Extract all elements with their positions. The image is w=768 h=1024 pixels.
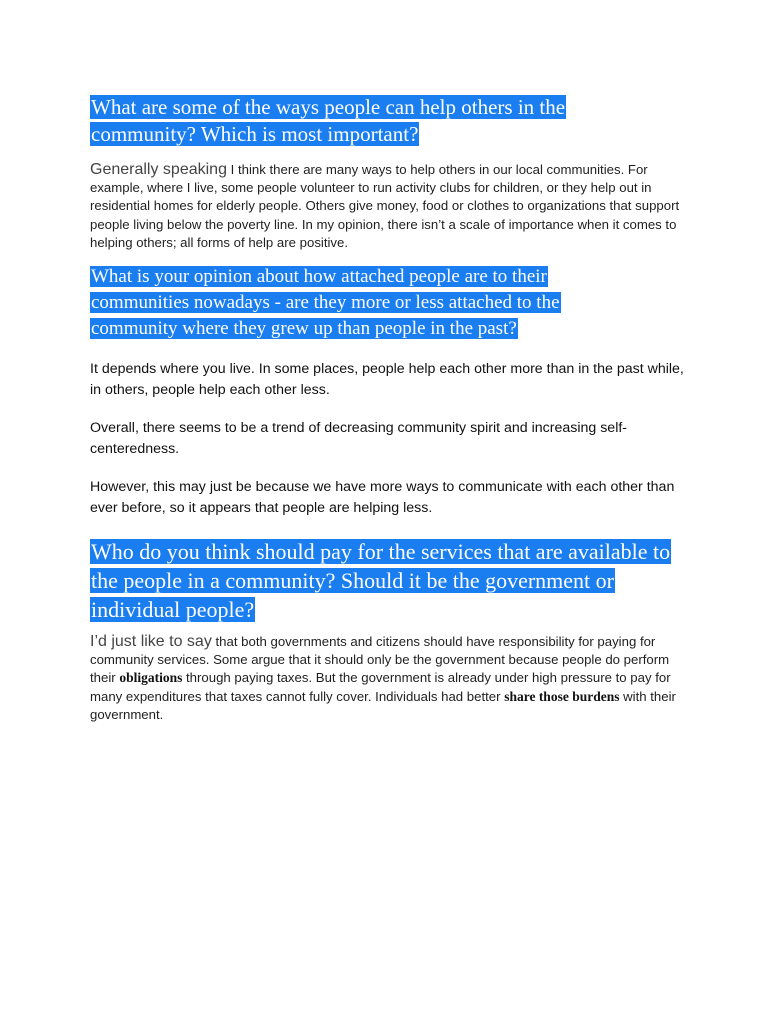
answer-1-paragraph bbox=[90, 161, 690, 252]
answer-3-text-1: that both governments and citizens should have responsibility for paying for community services. Some argue that it should only be the government because people do perform their bbox=[90, 634, 670, 686]
question-3-text: Who do you think should pay for the services that are available to the people in a community? Should it be the government or individual people? bbox=[91, 539, 671, 622]
answer-3-bold-burdens: share those burdens bbox=[504, 688, 620, 704]
answer-2-paragraph-1: It depends where you live. In some places, people help each other more than in the past while, in others, people help each other less. bbox=[90, 361, 684, 398]
answer-3-bold-obligations: obligations bbox=[119, 670, 183, 686]
question-3-heading bbox=[90, 537, 675, 624]
answer-1-text: I think there are many ways to help others in our local communities. For example, where I live, some people volunteer to run activity clubs for children, or they help out in residential homes for elderly people. Others give money, food or clothes to organizations that support people living below the poverty line. In my opinion, there isn’t a scale of importance when it comes to helping others; all forms of help are positive. bbox=[90, 162, 680, 250]
answer-3-text-2: through paying taxes. But the government is already under high pressure to pay for many expenditures that taxes cannot fully cover. Individuals had better bbox=[90, 670, 671, 704]
answer-2-paragraph-2: Overall, there seems to be a trend of decreasing community spirit and increasing self-centeredness. bbox=[90, 420, 628, 457]
answer-3-lead: I’d just like to say bbox=[90, 633, 212, 650]
answer-2-paragraph-3: However, this may just be because we have more ways to communicate with each other than ever before, so it appears that people are helping less. bbox=[90, 479, 675, 516]
question-1-text: What are some of the ways people can help others in the community? Which is most important? bbox=[91, 95, 566, 146]
answer-3-paragraph bbox=[90, 633, 690, 724]
answer-3-text-3: with their government. bbox=[90, 688, 676, 722]
question-2-text: What is your opinion about how attached people are to their communities nowadays - are they more or less attached to the community where they grew up than people in the past? bbox=[91, 266, 560, 339]
question-1-heading bbox=[90, 94, 630, 148]
question-2-heading bbox=[90, 264, 610, 342]
answer-1-lead: Generally speaking bbox=[90, 161, 227, 178]
